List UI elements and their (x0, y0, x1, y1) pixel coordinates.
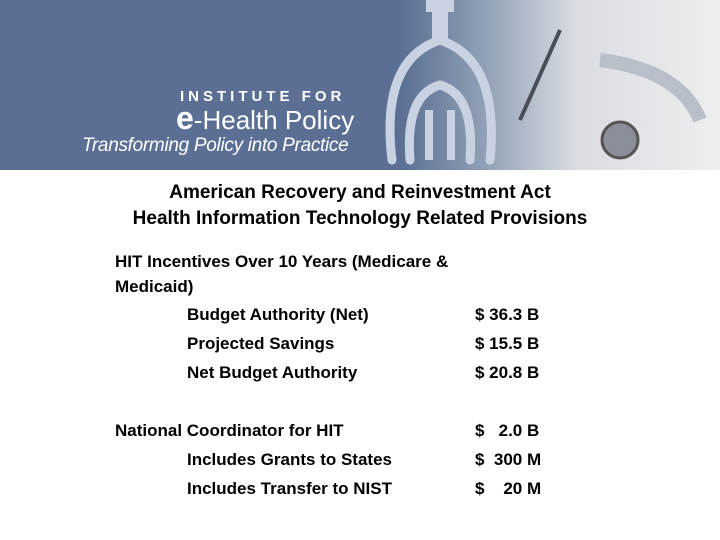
row-label: Projected Savings (187, 334, 335, 353)
tagline: Transforming Policy into Practice (82, 135, 349, 156)
hit-heading-line-2: Medicaid) (115, 277, 194, 296)
row-amount: $ 20 M (475, 479, 542, 498)
coordinator-heading: National Coordinator for HIT (115, 421, 344, 440)
institute-label: INSTITUTE FOR (180, 88, 346, 105)
row-amount: $ 15.5 B (475, 334, 540, 353)
title-line-2: Health Information Technology Related Provisions (132, 208, 588, 229)
row-amount: $ 36.3 B (475, 305, 540, 324)
row-amount: $ 300 M (475, 450, 542, 469)
brand-e-letter: e (176, 100, 194, 136)
brand-name-rest: -Health Policy (193, 105, 355, 135)
row-label: Budget Authority (Net) (187, 305, 369, 324)
title-line-1: American Recovery and Reinvestment Act (169, 182, 551, 203)
row-label: Net Budget Authority (187, 363, 358, 382)
coordinator-amount: $ 2.0 B (475, 421, 540, 440)
hit-heading-line-1: HIT Incentives Over 10 Years (Medicare & (115, 252, 449, 271)
row-label: Includes Grants to States (187, 450, 392, 469)
row-label: Includes Transfer to NIST (187, 479, 392, 498)
row-amount: $ 20.8 B (475, 363, 540, 382)
